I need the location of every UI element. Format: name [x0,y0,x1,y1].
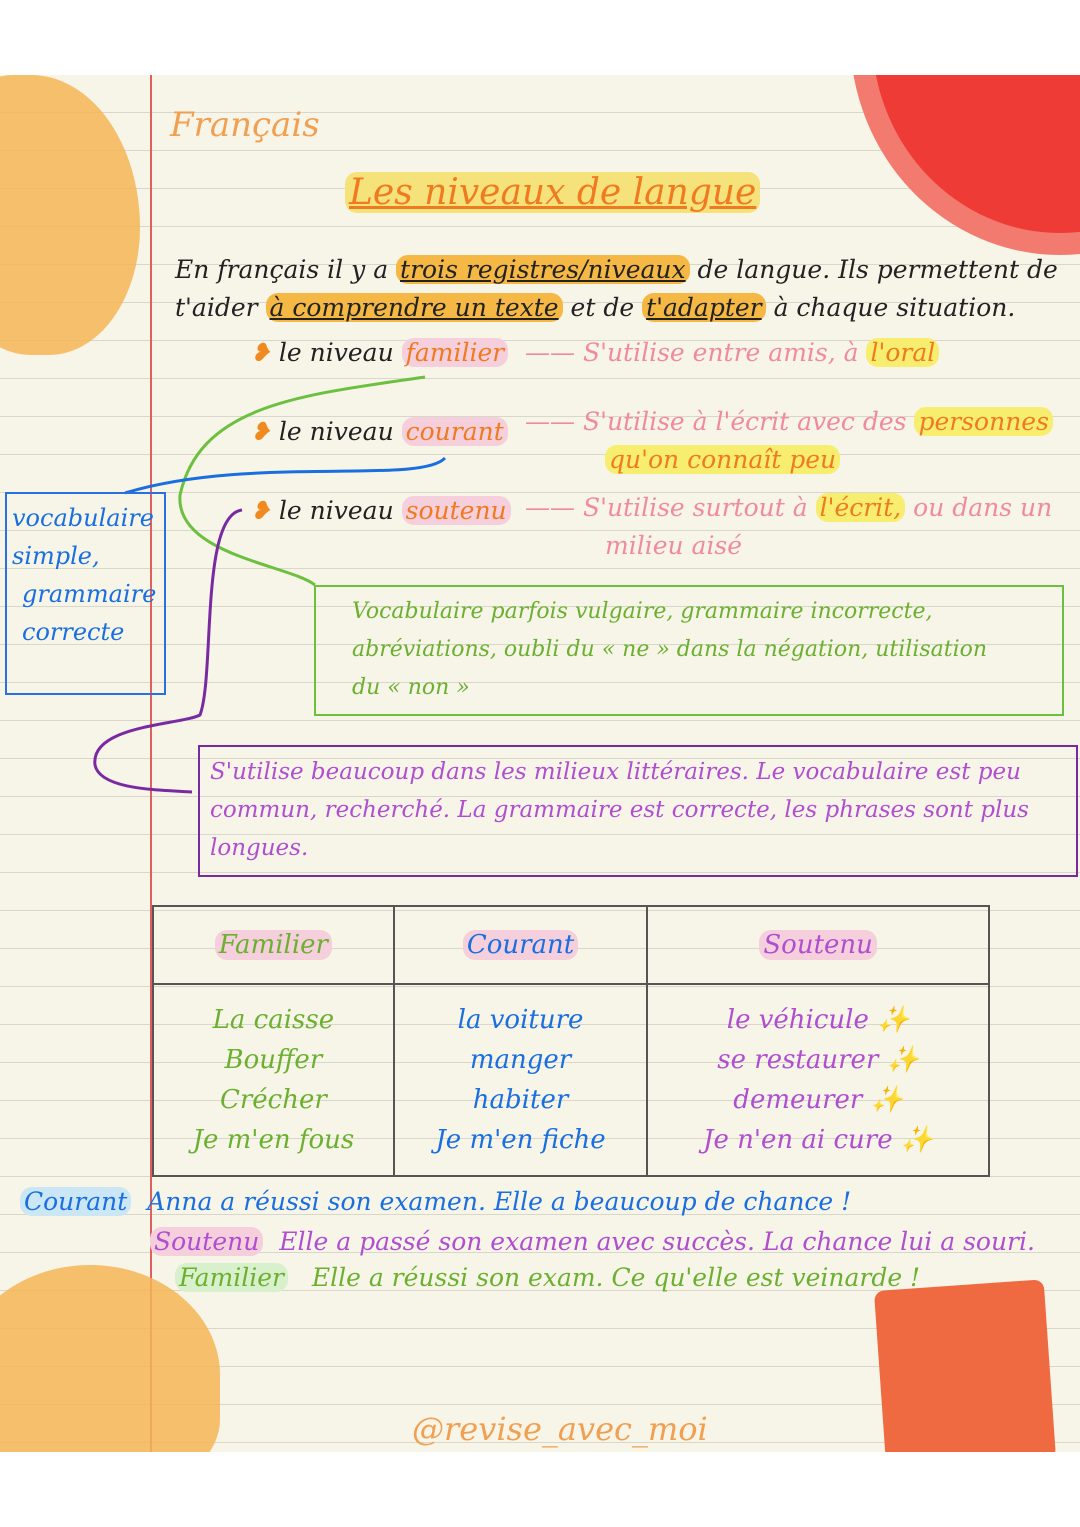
notebook-page [0,75,1080,1452]
highlight: l'écrit, [816,493,906,522]
highlight: l'oral [866,338,939,367]
example-label: Courant [20,1187,131,1216]
table-cell [153,984,394,1176]
flower-decoration-bottom [0,1265,220,1452]
table-header [647,906,989,984]
soutenu-note-box [198,745,1078,877]
level-name: courant [402,417,508,446]
word: Je m'en fiche [435,1125,606,1155]
level-name: soutenu [402,496,511,525]
level-desc: S'utilise surtout à [582,493,816,522]
arrow-bullet-icon: ❥ [250,417,279,446]
level-desc: ou dans un [905,493,1053,522]
intro-text: En français il y a [175,255,397,284]
vocabulary-table [152,905,990,1177]
word: Crécher [219,1085,327,1115]
highlight: trois registres/niveaux [396,255,690,284]
example-soutenu [150,1227,1035,1256]
note-line: simple, [12,542,100,570]
table-cell [647,984,989,1176]
intro-text: à chaque situation. [765,293,1016,322]
level-familier-desc: —— S'utilise entre amis, à l'oral [525,338,939,367]
arrow-bullet-icon: ❥ [250,496,279,525]
intro-text: de langue. Ils permettent de [689,255,1058,284]
highlight: à comprendre un texte [266,293,563,322]
level-name: familier [402,338,509,367]
example-label: Familier [175,1263,288,1292]
note-line: grammaire [22,580,157,608]
sparkle-icon: ✨ [870,1085,903,1115]
note-line: correcte [22,618,125,646]
word: manger [469,1045,572,1075]
example-text: Anna a réussi son examen. Elle a beaucoup de chance ! [147,1187,852,1216]
header-label: Courant [463,930,578,960]
header-label: Soutenu [759,930,877,960]
word: habiter [472,1085,569,1115]
intro-text: t'aider [175,293,266,322]
table-header [153,906,394,984]
character-decoration [874,1279,1056,1452]
example-label: Soutenu [150,1227,263,1256]
intro-text: et de [562,293,643,322]
familier-note-box [314,585,1064,716]
level-soutenu-desc-2: milieu aisé [605,531,743,560]
example-text: Elle a réussi son exam. Ce qu'elle est veinarde ! [311,1263,921,1292]
word: le véhicule [726,1005,869,1035]
level-desc: S'utilise à l'écrit avec des [582,407,915,436]
note-line: S'utilise beaucoup dans les milieux littéraires. Le vocabulaire est peu [210,759,1021,785]
note-line: abréviations, oubli du « ne » dans la négation, utilisation [352,637,988,662]
example-text: Elle a passé son examen avec succès. La chance lui a souri. [279,1227,1035,1256]
sparkle-icon: ✨ [886,1045,920,1075]
table-cell [394,984,648,1176]
signature: @revise_avec_moi [412,1410,708,1448]
example-familier [175,1263,920,1292]
header-label: Familier [215,930,332,960]
level-prefix: le niveau [278,496,402,525]
level-courant-desc: —— S'utilise à l'écrit avec des personnes [525,407,1053,436]
subject-label: Français [170,105,320,145]
level-desc: S'utilise entre amis, à [582,338,867,367]
page-title: Les niveaux de langue [345,172,760,213]
level-soutenu-desc: —— S'utilise surtout à l'écrit, ou dans un [525,493,1053,522]
word: Bouffer [224,1045,323,1075]
sparkle-icon: ✨ [877,1005,910,1035]
note-line: longues. [210,835,309,861]
highlight: personnes [914,407,1052,436]
word: Je m'en fous [192,1125,355,1155]
word: La caisse [212,1005,335,1035]
table-header [394,906,648,984]
note-line: commun, recherché. La grammaire est correcte, les phrases sont plus [210,797,1029,823]
word: Je n'en ai cure [703,1125,893,1155]
level-prefix: le niveau [278,417,402,446]
level-prefix: le niveau [278,338,402,367]
sparkle-icon: ✨ [900,1125,934,1155]
courant-note-box [5,492,166,695]
word: demeurer [733,1085,863,1115]
note-line: Vocabulaire parfois vulgaire, grammaire incorrecte, [352,599,933,624]
level-courant-desc-2: qu'on connaît peu [605,445,840,474]
note-line: du « non » [352,675,470,700]
example-courant [20,1187,851,1216]
highlight: t'adapter [642,293,766,322]
word: se restaurer [717,1045,879,1075]
word: la voiture [457,1005,584,1035]
note-line: vocabulaire [12,504,154,532]
arrow-bullet-icon: ❥ [250,338,279,367]
